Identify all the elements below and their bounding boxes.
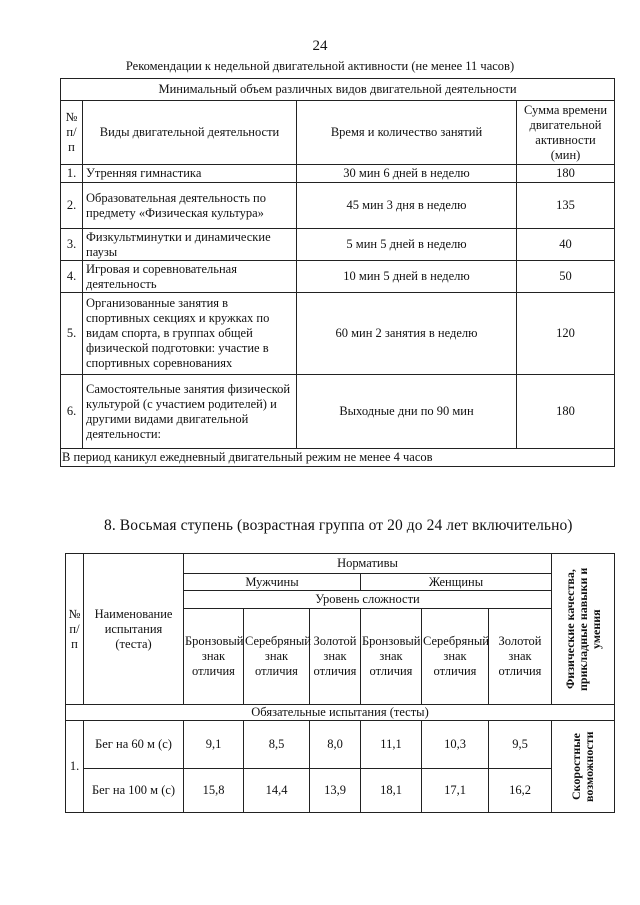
qualities-label: Физические качества, прикладные навыки и умения <box>562 567 603 691</box>
value-men-silver: 14,4 <box>244 769 310 813</box>
holiday-note: В период каникул ежедневный двигательный режим не менее 4 часов <box>61 449 615 467</box>
men-bronze-header: Бронзовый знак отличия <box>184 609 244 705</box>
row-activity: Образовательная деятельность по предмету «Физическая культура» <box>83 183 297 229</box>
row-num: 2. <box>61 183 83 229</box>
table-row <box>61 183 615 229</box>
group-num: 1. <box>66 721 84 813</box>
men-silver-header: Серебряный знак отличия <box>244 609 310 705</box>
value-men-gold: 8,0 <box>310 721 361 769</box>
row-activity: Утренняя гимнастика <box>83 165 297 183</box>
section-row <box>66 705 615 721</box>
group-quality <box>552 721 615 813</box>
value-women-bronze: 18,1 <box>361 769 422 813</box>
qualities-header <box>552 554 615 705</box>
value-women-silver: 10,3 <box>422 721 489 769</box>
stage-title: 8. Восьмая ступень (возрастная группа от 20 до 24 лет включительно) <box>104 517 573 534</box>
value-women-gold: 9,5 <box>489 721 552 769</box>
test-name: Бег на 60 м (с) <box>84 721 184 769</box>
row-time: Выходные дни по 90 мин <box>297 375 517 449</box>
test-name: Бег на 100 м (с) <box>84 769 184 813</box>
table-row <box>66 721 615 769</box>
row-num: 5. <box>61 293 83 375</box>
value-men-gold: 13,9 <box>310 769 361 813</box>
value-women-gold: 16,2 <box>489 769 552 813</box>
row-time: 60 мин 2 занятия в неделю <box>297 293 517 375</box>
women-header: Женщины <box>361 574 552 591</box>
row-time: 45 мин 3 дня в неделю <box>297 183 517 229</box>
table-row <box>61 293 615 375</box>
men-gold-header: Золотой знак отличия <box>310 609 361 705</box>
column-header-test-name: Наименование испытания (теста) <box>84 554 184 705</box>
recommendations-title: Рекомендации к недельной двигательной активности (не менее 11 часов) <box>125 59 515 73</box>
row-sum: 180 <box>517 375 615 449</box>
row-time: 10 мин 5 дней в неделю <box>297 261 517 293</box>
normatives-header: Нормативы <box>184 554 552 574</box>
row-num: 4. <box>61 261 83 293</box>
table-row <box>61 375 615 449</box>
column-header-num: № п/п <box>66 554 84 705</box>
row-sum: 120 <box>517 293 615 375</box>
table-footer-row <box>61 449 615 467</box>
row-sum: 135 <box>517 183 615 229</box>
table-row <box>61 229 615 261</box>
row-num: 6. <box>61 375 83 449</box>
column-header-activity: Виды двигательной деятельности <box>83 101 297 165</box>
column-header-num: № п/п <box>61 101 83 165</box>
table-header-row <box>61 101 615 165</box>
difficulty-header: Уровень сложности <box>184 591 552 609</box>
row-sum: 50 <box>517 261 615 293</box>
mandatory-tests-header: Обязательные испытания (тесты) <box>66 705 615 721</box>
page-number: 24 <box>312 38 328 54</box>
recommendations-table <box>60 78 615 467</box>
column-header-sum: Сумма времени двигательной активности (мин) <box>517 101 615 165</box>
group-quality-label: Скоростные возможности <box>569 731 596 802</box>
table-header-row <box>66 554 615 574</box>
row-num: 1. <box>61 165 83 183</box>
value-women-bronze: 11,1 <box>361 721 422 769</box>
value-men-bronze: 15,8 <box>184 769 244 813</box>
value-men-silver: 8,5 <box>244 721 310 769</box>
table-row <box>66 769 615 813</box>
row-time: 30 мин 6 дней в неделю <box>297 165 517 183</box>
row-sum: 40 <box>517 229 615 261</box>
women-bronze-header: Бронзовый знак отличия <box>361 609 422 705</box>
row-activity: Самостоятельные занятия физической культурой (с участием родителей) и другими видами двигательной деятельности: <box>83 375 297 449</box>
men-header: Мужчины <box>184 574 361 591</box>
row-num: 3. <box>61 229 83 261</box>
table-header-row <box>61 79 615 101</box>
row-activity: Организованные занятия в спортивных секциях и кружках по видам спорта, в группах общей физической подготовки: участие в спортивных соревнованиях <box>83 293 297 375</box>
row-sum: 180 <box>517 165 615 183</box>
column-header-time: Время и количество занятий <box>297 101 517 165</box>
women-gold-header: Золотой знак отличия <box>489 609 552 705</box>
value-men-bronze: 9,1 <box>184 721 244 769</box>
row-time: 5 мин 5 дней в неделю <box>297 229 517 261</box>
women-silver-header: Серебряный знак отличия <box>422 609 489 705</box>
table-row <box>61 165 615 183</box>
value-women-silver: 17,1 <box>422 769 489 813</box>
header-span: Минимальный объем различных видов двигательной деятельности <box>61 79 615 101</box>
table-row <box>61 261 615 293</box>
norms-table <box>65 553 615 813</box>
row-activity: Игровая и соревновательная деятельность <box>83 261 297 293</box>
row-activity: Физкультминутки и динамические паузы <box>83 229 297 261</box>
